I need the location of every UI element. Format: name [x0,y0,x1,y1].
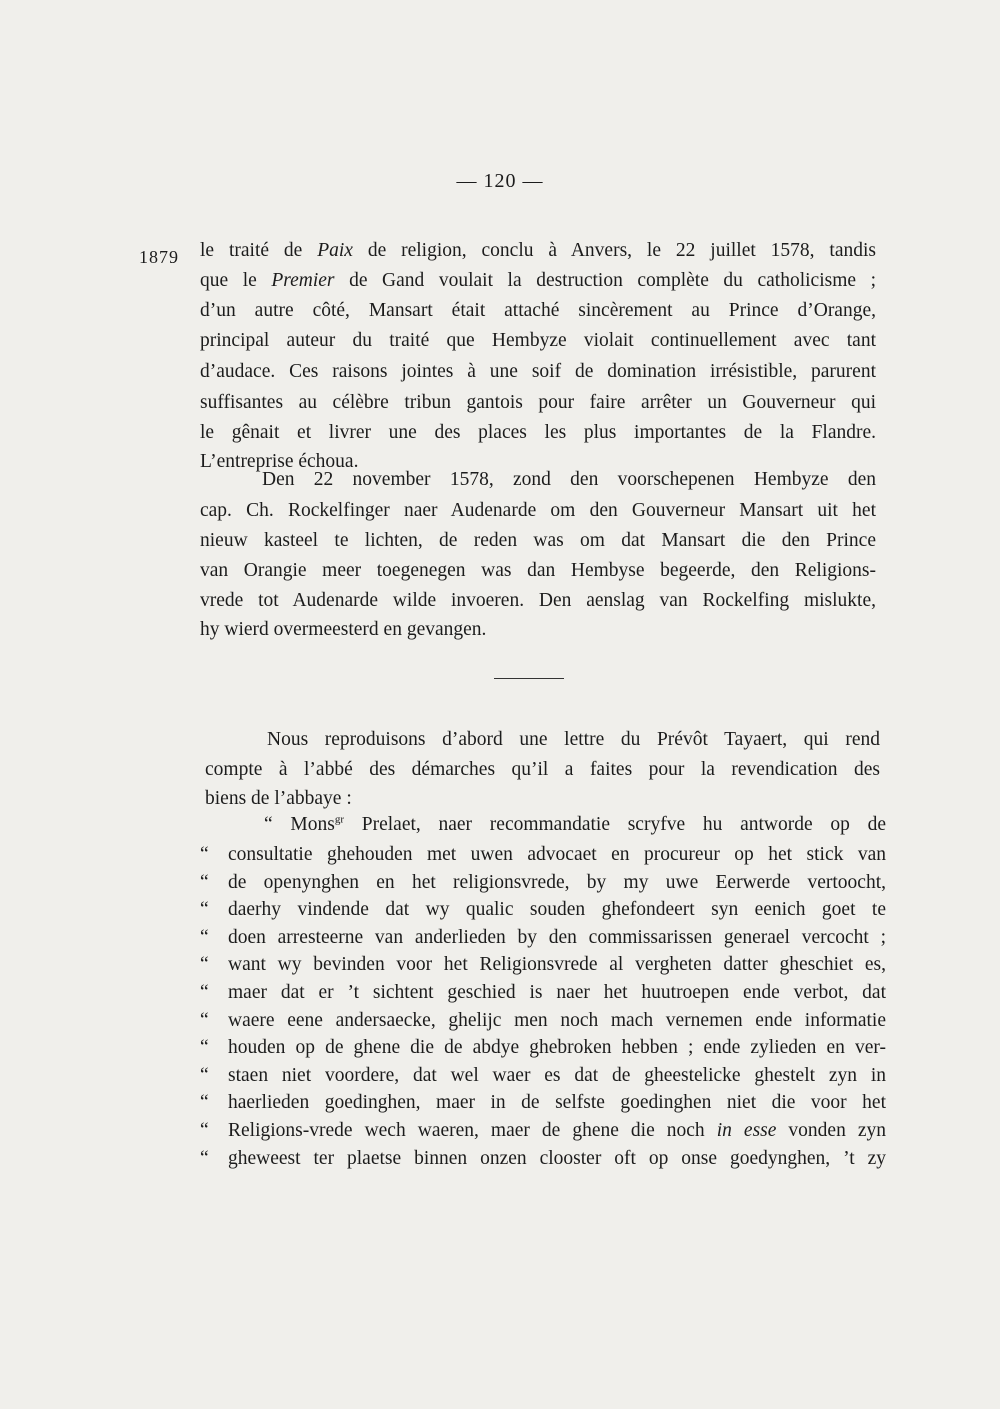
text-run: gheweest ter plaetse binnen onzen clooster oft op onse goedynghen, ’t zy [228,1147,886,1169]
text-line [200,388,876,418]
text-run: doen arresteerne van anderlieden by den commissarissen generael vercocht ; [228,926,886,948]
quote-line [200,1006,886,1036]
text-run: principal auteur du traité que Hembyze violait continuellement avec tant [200,330,876,351]
quote-line-text [228,1116,886,1146]
quote-continuation-mark: “ [200,871,209,893]
italic-run: Paix [317,240,353,261]
text-run: want wy bevinden voor het Religionsvrede al vergheten datter gheschiet es, [228,954,886,976]
text-run: d’un autre côté, Mansart était attaché sincèrement au Prince d’Orange, [200,300,876,321]
text-run: de Gand voulait la destruction complète du catholicisme ; [334,270,876,291]
text-line: cap. Ch. Rockelfinger naer Audenarde om den Gouverneur Mansart uit het [200,500,876,521]
text-run: de religion, conclu à Anvers, le 22 juillet 1578, tandis [352,240,876,261]
text-run: Religions-vrede wech waeren, maer de ghene die noch [228,1120,717,1141]
text-run: vonden zyn [776,1120,887,1141]
quote-line [200,1144,886,1174]
quote-continuation-mark: “ [200,844,209,865]
text-run: suffisantes au célèbre tribun gantois pour faire arrêter un Gouverneur qui [200,392,876,413]
quote-line [200,1116,886,1146]
italic-run: in esse [716,1120,777,1141]
quote-line [200,840,886,870]
text-run: consultatie ghehouden met uwen advocaet en procureur op het stick van [228,844,886,865]
text-line [200,418,876,448]
text-line [200,266,876,296]
quote-continuation-mark: “ [200,1009,209,1031]
text-run: le gênait et livrer une des places les plus importantes de la Flandre. [200,422,876,443]
quote-line [200,1061,886,1091]
quote-line-text [228,1033,886,1063]
quote-continuation-mark: “ [200,1037,209,1059]
text-line: nieuw kasteel te lichten, de reden was om dat Mansart die den Prince [200,530,876,551]
quote-line [200,1033,886,1063]
quote-line-text [228,1061,886,1091]
text-run: que le [200,270,272,291]
page-number: — 120 — [456,170,544,192]
quote-continuation-mark: “ [200,1064,209,1086]
quote-line-text [228,1088,886,1118]
quote-line-text [228,923,886,953]
text-line [200,236,876,266]
text-line: Den 22 november 1578, zond den voorschepenen Hembyze den [262,469,876,490]
quote-continuation-mark: “ [200,1092,209,1114]
text-run: maer dat er ’t sichtent geschied is naer het huutroepen ende verbot, dat [228,982,886,1003]
margin-year-note: 1879 [139,247,179,267]
quote-line-text [228,978,886,1008]
text-run: staen niet voordere, dat wel waer es dat de gheestelicke ghestelt zyn in [228,1064,886,1086]
text-run: d’audace. Ces raisons jointes à une soif de domination irrésistible, parurent [200,361,876,382]
text-run: le traité de [200,240,318,261]
quote-line [200,923,886,953]
section-divider [494,678,564,679]
text-line [200,326,876,356]
quote-first-line-text: Prelaet, naer recommandatie scryfve hu antworde op de [344,814,887,835]
quote-line [200,895,886,925]
quote-line [200,978,886,1008]
text-run: waere eene andersaecke, ghelijc men noch mach vernemen ende informatie [228,1009,886,1031]
quote-continuation-mark: “ [200,982,209,1003]
text-line: vrede tot Audenarde wilde invoeren. Den aenslag van Rockelfing mislukte, [200,590,876,611]
quote-open-mark: “ [264,814,273,835]
quote-continuation-mark: “ [200,899,209,921]
text-run: houden op de ghene die de abdye ghebroken hebben ; ende zylieden en ver- [228,1037,886,1059]
text-line: biens de l’abbaye : [205,788,352,809]
quote-line [200,868,886,898]
quote-line [200,950,886,980]
honorific-superscript: gr [334,813,345,826]
text-line: van Orangie meer toegenegen was dan Hembyse begeerde, den Religions- [200,560,876,581]
quote-continuation-mark: “ [200,926,209,948]
text-line [200,296,876,326]
quote-line-text [228,950,886,980]
text-run: L’entreprise échoua. [200,451,359,472]
quote-line-text [228,840,886,870]
quote-line-text [228,1006,886,1036]
text-line: compte à l’abbé des démarches qu’il a faites pour la revendication des [205,759,880,780]
quote-first-line [264,810,886,840]
quote-continuation-mark: “ [200,954,209,976]
text-line: Nous reproduisons d’abord une lettre du Prévôt Tayaert, qui rend [267,729,880,750]
quote-line [200,1088,886,1118]
text-run: haerlieden goedinghen, maer in de selfste goedinghen niet die voor het [228,1092,886,1114]
quote-continuation-mark: “ [200,1120,209,1141]
honorific: Mons [290,814,335,835]
text-line [200,357,876,387]
quote-line-text [228,1144,886,1174]
text-run: daerhy vindende dat wy qualic souden ghefondeert syn eenich goet te [228,899,886,921]
text-run: de openynghen en het religionsvrede, by my uwe Eerwerde vertoocht, [228,871,886,893]
quote-line-text [228,895,886,925]
quote-line-text [228,868,886,898]
quote-continuation-mark: “ [200,1147,209,1169]
text-line: hy wierd overmeesterd en gevangen. [200,619,487,640]
italic-run: Premier [271,270,335,291]
